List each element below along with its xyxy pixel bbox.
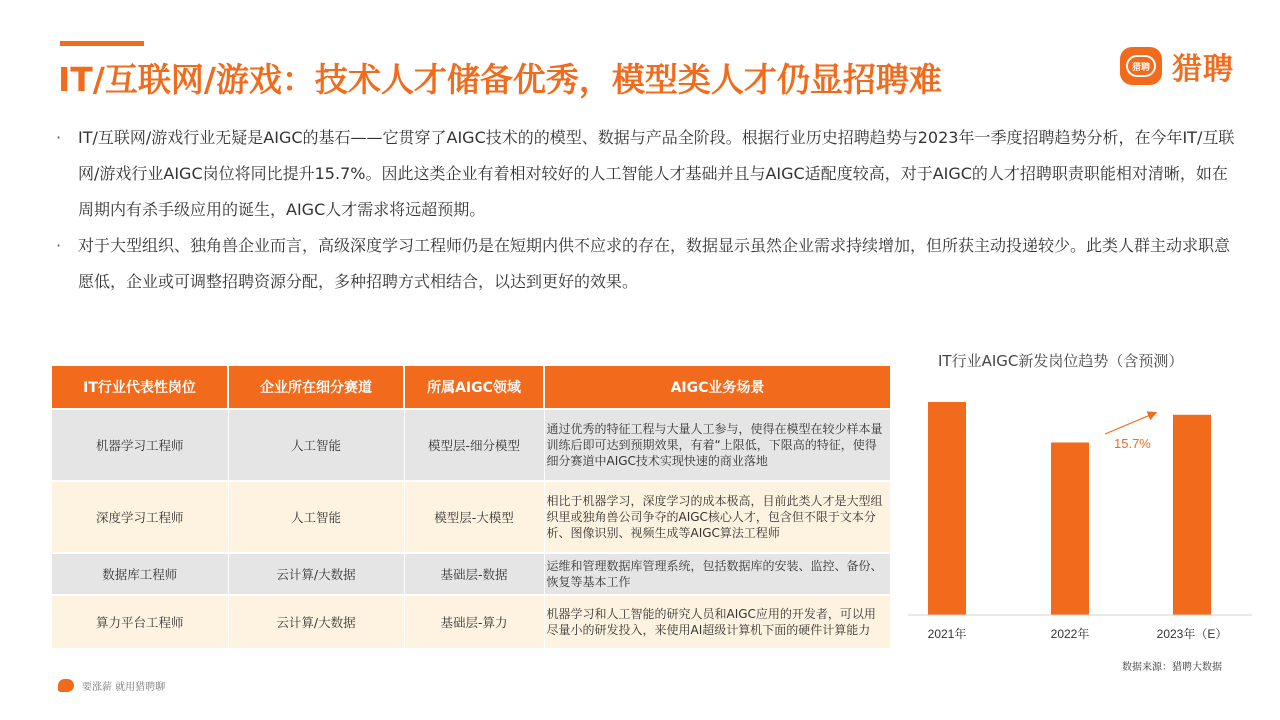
chart-bar [928, 402, 966, 615]
x-tick-label: 2023年（E） [1156, 627, 1228, 641]
title-accent-bar [60, 41, 144, 46]
table-cell-role: 深度学习工程师 [52, 481, 228, 553]
table-cell-role: 数据库工程师 [52, 553, 228, 595]
table-row [52, 481, 890, 553]
roles-table [52, 366, 890, 648]
page-title: IT/互联网/游戏：技术人才储备优秀，模型类人才仍显招聘难 [58, 60, 942, 99]
bar-chart [900, 380, 1260, 650]
table-cell-scene: 相比于机器学习，深度学习的成本极高，目前此类人才是大型组织里或独角兽公司争夺的AIGC核心人才，包含但不限于文本分析、图像识别、视频生成等AIGC算法工程师 [544, 481, 890, 553]
bullet-marker: · [56, 236, 62, 255]
chart-bar [1051, 442, 1089, 615]
table-cell-scene: 运维和管理数据库管理系统，包括数据库的安装、监控、备份、恢复等基本工作 [544, 553, 890, 595]
table-cell-track: 人工智能 [228, 481, 404, 553]
source-note: 数据来源：猎聘大数据 [1122, 662, 1222, 673]
table-cell-domain: 基础层-数据 [404, 553, 544, 595]
table-row [52, 595, 890, 648]
chart-bar [1173, 415, 1211, 615]
table-cell-track: 云计算/大数据 [228, 553, 404, 595]
growth-arrow-icon [1105, 413, 1155, 434]
x-tick-label: 2022年 [1050, 627, 1090, 641]
table-row [52, 409, 890, 481]
chat-bubble-icon [58, 679, 74, 692]
table-header-cell: 企业所在细分赛道 [228, 366, 404, 409]
table-cell-role: 算力平台工程师 [52, 595, 228, 648]
table-cell-domain: 模型层-细分模型 [404, 409, 544, 481]
table-header-cell: AIGC业务场景 [544, 366, 890, 409]
bullet-marker: · [56, 128, 62, 147]
bullet-item [52, 228, 1242, 300]
bullet-text: IT/互联网/游戏行业无疑是AIGC的基石——它贯穿了AIGC技术的的模型、数据与产品全阶段。根据行业历史招聘趋势与2023年一季度招聘趋势分析，在今年IT/互联网/游戏行业AIGC岗位将同比提升15.7%。因此这类企业有着相对较好的人工智能人才基础并且与AIGC适配度较高，对于AIGC的人才招聘职责职能相对清晰，如在周期内有杀手级应用的诞生，AIGC人才需求将远超预期。 [78, 128, 1235, 219]
bullet-item [52, 120, 1242, 228]
x-tick-label: 2021年 [927, 627, 967, 641]
table-header-cell: IT行业代表性岗位 [52, 366, 228, 409]
table-cell-domain: 模型层-大模型 [404, 481, 544, 553]
logo-badge-text: 猎聘 [1126, 55, 1156, 77]
logo-badge-icon [1120, 47, 1162, 85]
table-cell-domain: 基础层-算力 [404, 595, 544, 648]
logo-text: 猎聘 [1172, 52, 1234, 87]
table-cell-role: 机器学习工程师 [52, 409, 228, 481]
bullet-list [52, 120, 1242, 300]
chart-title: IT行业AIGC新发岗位趋势（含预测） [938, 352, 1184, 370]
liepin-logo [1120, 46, 1234, 86]
table-header-cell: 所属AIGC领域 [404, 366, 544, 409]
table-cell-track: 人工智能 [228, 409, 404, 481]
bullet-text: 对于大型组织、独角兽企业而言，高级深度学习工程师仍是在短期内供不应求的存在，数据显示虽然企业需求持续增加，但所获主动投递较少。此类人群主动求职意愿低，企业或可调整招聘资源分配，多种招聘方式相结合，以达到更好的效果。 [78, 236, 1231, 291]
table-row [52, 553, 890, 595]
table-cell-track: 云计算/大数据 [228, 595, 404, 648]
footer-text: 要涨薪 就用猎聘聊 [82, 682, 166, 693]
table-cell-scene: 机器学习和人工智能的研究人员和AIGC应用的开发者，可以用尽量小的研发投入，来使用AI超级计算机下面的硬件计算能力 [544, 595, 890, 648]
table-cell-scene: 通过优秀的特征工程与大量人工参与，使得在模型在较少样本量训练后即可达到预期效果，有着“上限低，下限高的特征，使得细分赛道中AIGC技术实现快速的商业落地 [544, 409, 890, 481]
footer [58, 678, 165, 693]
growth-annotation: 15.7% [1114, 436, 1151, 451]
table-header-row [52, 366, 890, 409]
